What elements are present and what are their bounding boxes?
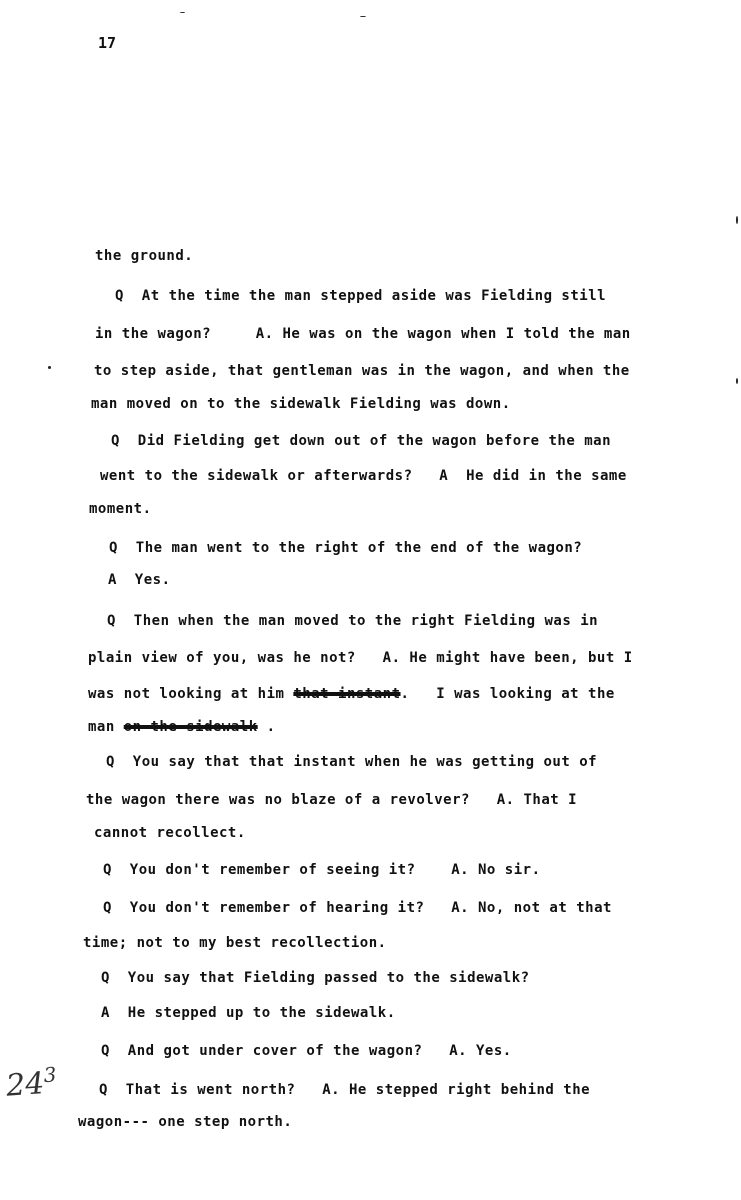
text-line: Q Then when the man moved to the right Fielding was in (107, 613, 599, 629)
text-line (88, 719, 276, 735)
line-text: man (88, 719, 124, 735)
text-line: the ground. (95, 248, 194, 264)
text-line: to step aside, that gentleman was in the wagon, and when the (94, 363, 630, 379)
text-line: man moved on to the sidewalk Fielding was down. (91, 396, 511, 412)
text-line: Q That is went north? A. He stepped right behind the (99, 1082, 591, 1098)
ink-speck (48, 366, 51, 369)
text-line (88, 686, 615, 702)
struck-text: on the sidewalk (123, 719, 258, 735)
handwritten-page-note (5, 1062, 58, 1103)
text-line: A He stepped up to the sidewalk. (101, 1005, 396, 1021)
text-line: Q You say that Fielding passed to the sidewalk? (101, 970, 530, 986)
line-text: was not looking at him (88, 686, 294, 702)
text-line: Q Did Fielding get down out of the wagon before the man (111, 433, 612, 449)
struck-text: that instant (293, 686, 401, 702)
text-line: in the wagon? A. He was on the wagon when I told the man (95, 326, 631, 342)
text-line: went to the sidewalk or afterwards? A He did in the same (100, 468, 627, 484)
text-line: Q At the time the man stepped aside was Fielding still (115, 288, 607, 304)
text-line: Q The man went to the right of the end of the wagon? (109, 540, 583, 556)
text-line: moment. (89, 501, 152, 517)
ink-speck (360, 16, 366, 17)
page-number: 17 (98, 34, 117, 52)
text-line: the wagon there was no blaze of a revolver? A. That I (86, 792, 578, 808)
margin-note-main: 24 (4, 1066, 46, 1104)
text-line: plain view of you, was he not? A. He might have been, but I (88, 650, 633, 666)
text-line: A Yes. (108, 572, 171, 588)
ink-speck (180, 12, 185, 13)
text-line: wagon--- one step north. (78, 1114, 293, 1130)
ink-speck (736, 216, 738, 224)
text-line: time; not to my best recollection. (83, 935, 387, 951)
text-line: Q And got under cover of the wagon? A. Yes. (101, 1043, 512, 1059)
text-line: Q You don't remember of seeing it? A. No sir. (103, 862, 541, 878)
ink-speck (736, 378, 738, 384)
line-text-after: . I was looking at the (400, 686, 615, 702)
margin-note-sup: 3 (42, 1062, 58, 1088)
text-line: Q You say that that instant when he was getting out of (106, 754, 598, 770)
line-text-after: . (257, 719, 276, 735)
text-line: Q You don't remember of hearing it? A. No, not at that (103, 900, 612, 916)
text-line: cannot recollect. (94, 825, 246, 841)
